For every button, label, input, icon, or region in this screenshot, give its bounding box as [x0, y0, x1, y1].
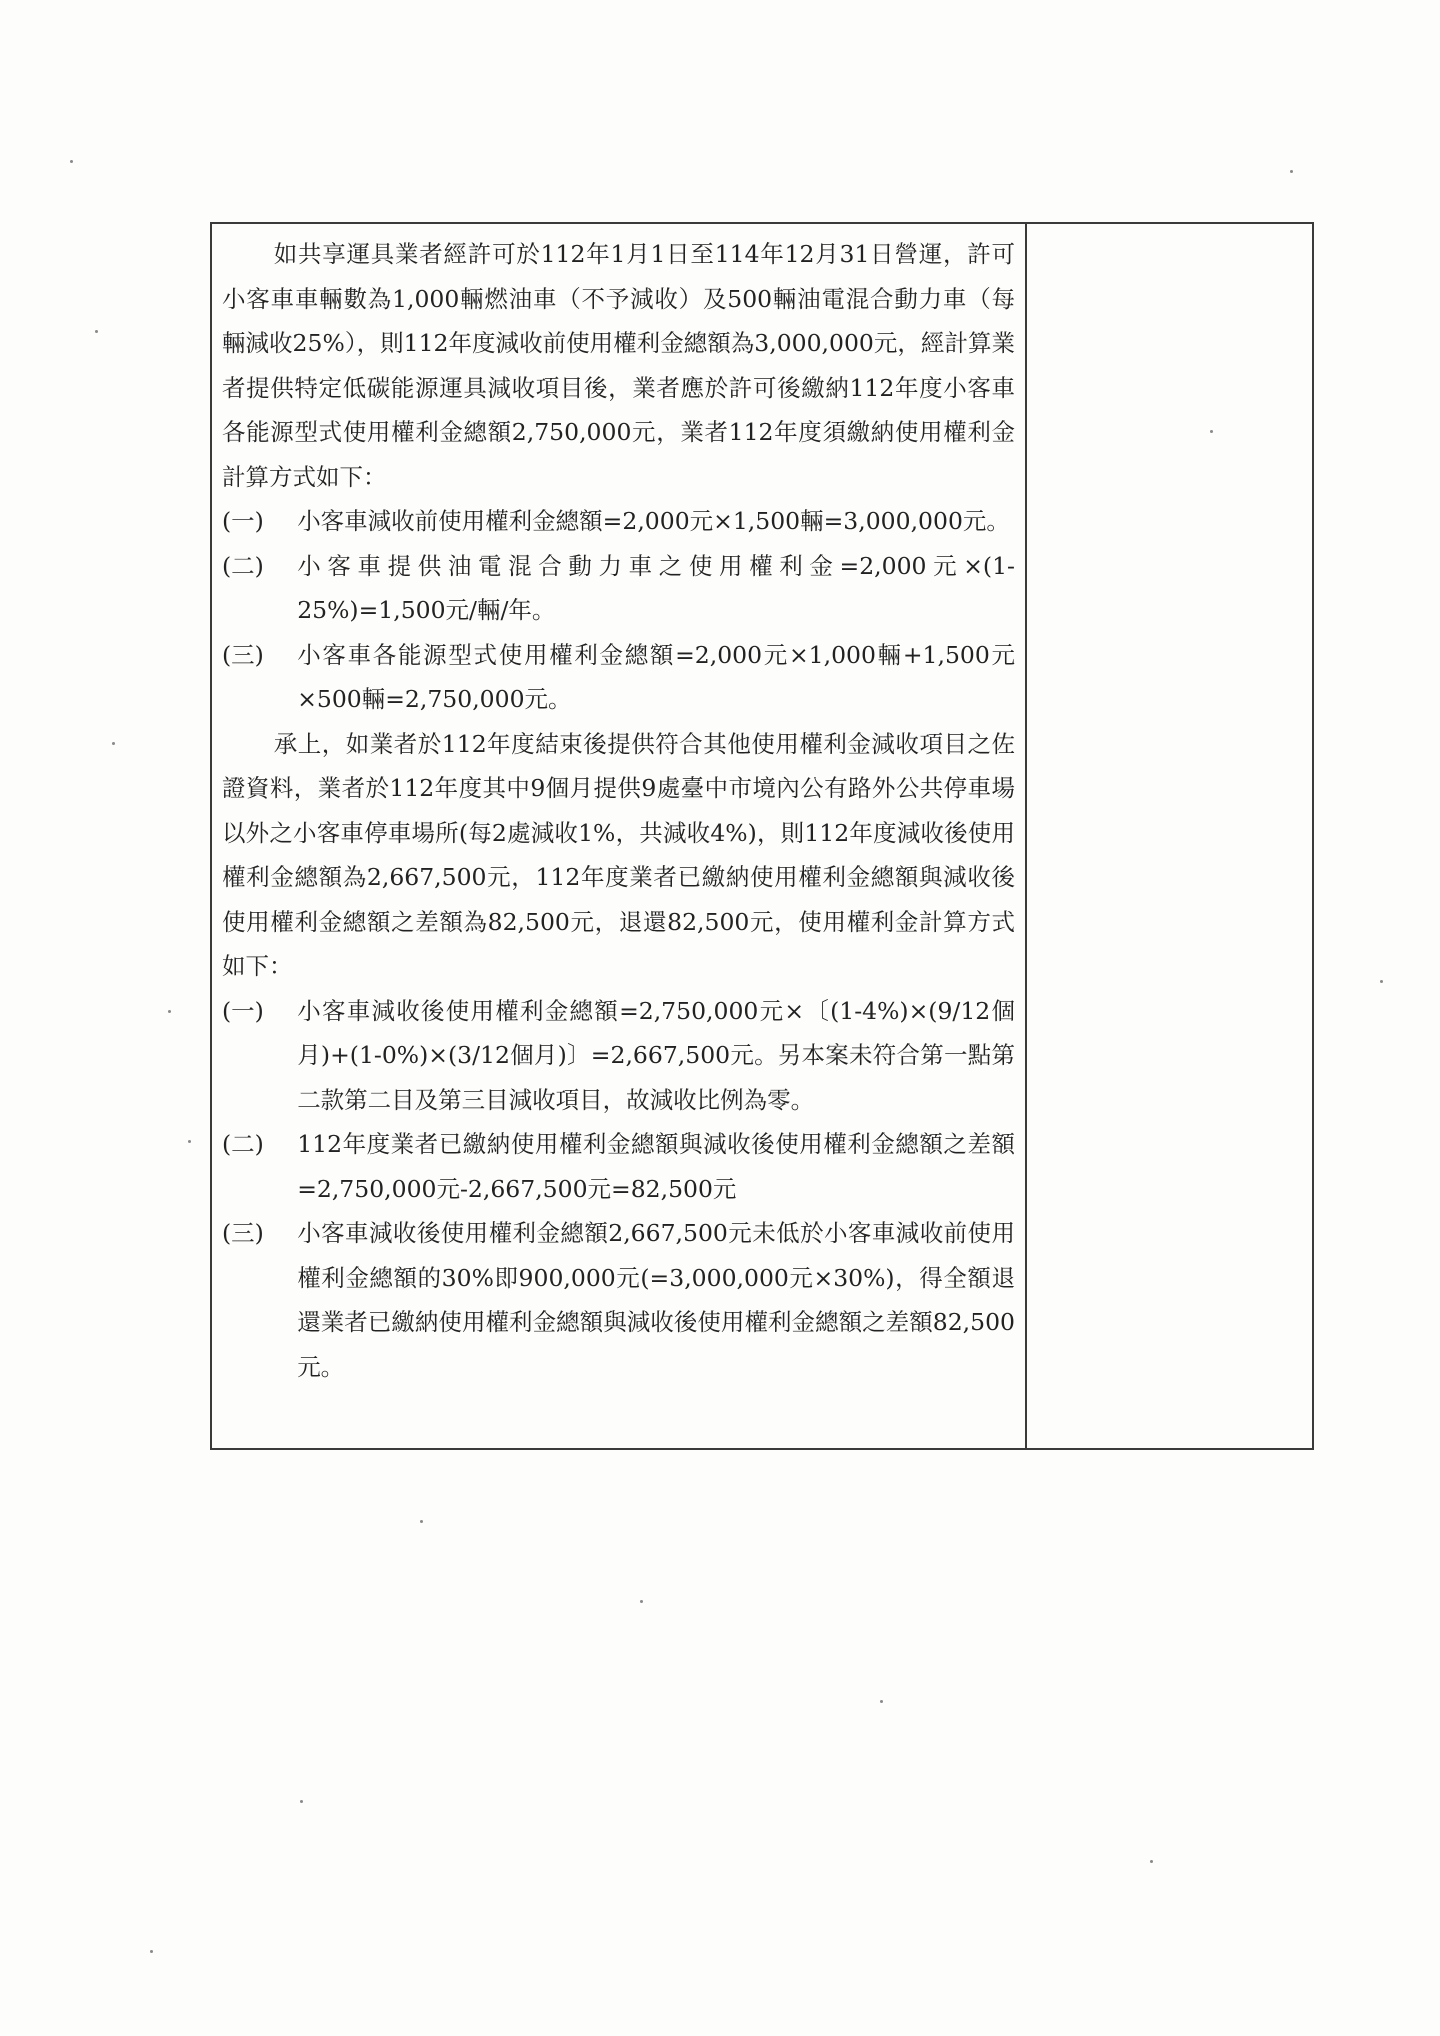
item-marker: (二) [222, 1130, 264, 1158]
scan-speck [188, 1140, 191, 1143]
item-text: 112年度業者已繳納使用權利金總額與減收後使用權利金總額之差額=2,750,000元-2,667,500元=82,500元 [297, 1130, 1015, 1203]
item-text: 小客車提供油電混合動力車之使用權利金=2,000元×(1-25%)=1,500元/輛/年。 [297, 551, 1015, 624]
item-text: 小客車減收前使用權利金總額=2,000元×1,500輛=3,000,000元。 [297, 507, 1010, 535]
intro-paragraph: 如共享運具業者經許可於112年1月1日至114年12月31日營運，許可小客車車輛數為1,000輛燃油車（不予減收）及500輛油電混合動力車（每輛減收25%），則112年度減收前使用權利金總額為3,000,000元，經計算業者提供特定低碳能源運具減收項目後，業者應於許可後繳納112年度小客車各能源型式使用權利金總額2,750,000元，業者112年度須繳納使用權利金計算方式如下： [222, 240, 1015, 491]
scan-speck [168, 1010, 171, 1013]
second-paragraph: 承上，如業者於112年度結束後提供符合其他使用權利金減收項目之佐證資料，業者於112年度其中9個月提供9處臺中市境內公有路外公共停車場以外之小客車停車場所(每2處減收1%，共減收4%)，則112年度減收後使用權利金總額為2,667,500元，112年度業者已繳納使用權利金總額與減收後使用權利金總額之差額為82,500元，退還82,500元，使用權利金計算方式如下： [222, 729, 1015, 980]
item-marker: (二) [222, 551, 264, 580]
scan-speck [300, 1800, 303, 1803]
item-marker: (三) [222, 640, 264, 669]
content-cell [212, 224, 1027, 1448]
list-item [222, 633, 1015, 722]
scan-speck [420, 1520, 423, 1523]
item-text: 小客車各能源型式使用權利金總額=2,000元×1,000輛+1,500元×500輛=2,750,000元。 [297, 640, 1015, 713]
item-text: 小客車減收後使用權利金總額=2,750,000元×〔(1-4%)×(9/12個月)+(1-0%)×(3/12個月)〕=2,667,500元。另本案未符合第一點第二款第二目及第三目減收項目，故減收比例為零。 [297, 996, 1015, 1114]
scan-speck [880, 1700, 883, 1703]
scan-speck [1380, 980, 1383, 983]
list-item [222, 499, 1015, 544]
list-item [222, 544, 1015, 633]
scan-speck [640, 1600, 643, 1603]
item-marker: (一) [222, 996, 264, 1025]
item-marker: (一) [222, 507, 264, 535]
scan-speck [70, 160, 73, 163]
item-marker: (三) [222, 1219, 264, 1247]
empty-cell [1027, 224, 1312, 1448]
item-text: 小客車減收後使用權利金總額2,667,500元未低於小客車減收前使用權利金總額的30%即900,000元(=3,000,000元×30%)，得全額退還業者已繳納使用權利金總額與減收後使用權利金總額之差額82,500元。 [297, 1219, 1015, 1381]
list-item [222, 1211, 1015, 1389]
scan-speck [95, 330, 98, 333]
scan-speck [112, 742, 115, 745]
scan-speck [1290, 170, 1293, 173]
content-table [210, 222, 1314, 1450]
scan-speck [1150, 1860, 1153, 1863]
scan-speck [150, 1950, 153, 1953]
list-item [222, 1122, 1015, 1211]
list-item [222, 989, 1015, 1123]
